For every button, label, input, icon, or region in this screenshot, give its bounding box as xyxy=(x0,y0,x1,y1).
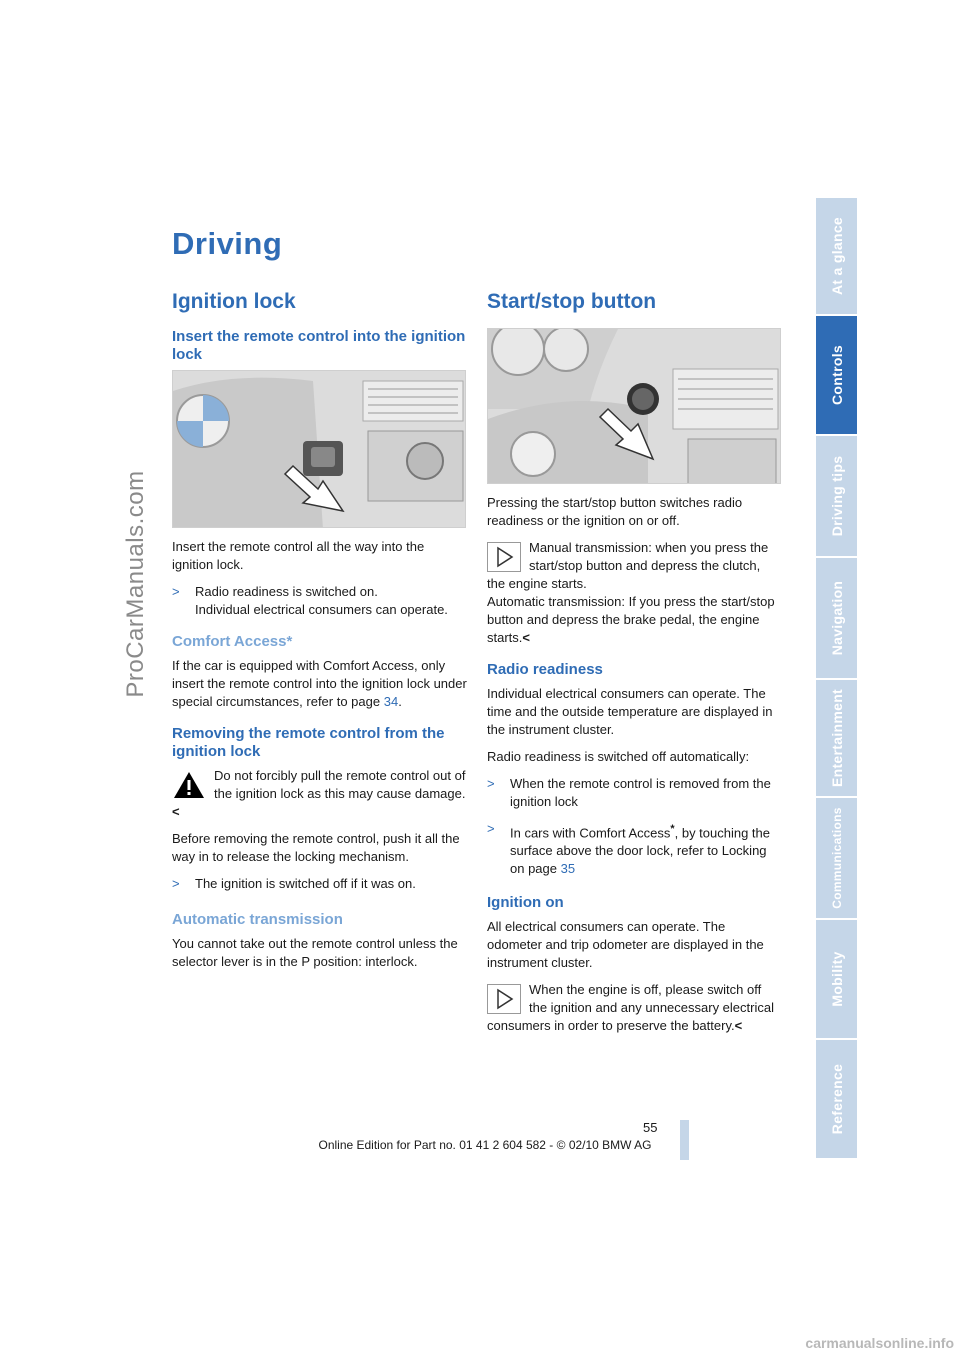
tab-label: Reference xyxy=(828,1063,845,1135)
bullet-text: Individual electrical consumers can operate. xyxy=(195,602,448,617)
start-stop-photo xyxy=(487,328,781,484)
tab-mobility[interactable] xyxy=(816,920,857,1040)
note-text: When the engine is off, please switch off the ignition and any unnecessary electrical consumers in order to preserve the battery. xyxy=(487,982,774,1034)
end-mark: < xyxy=(734,1018,743,1034)
section-tabs xyxy=(816,198,857,1160)
left-column xyxy=(172,290,468,980)
play-arrow-icon xyxy=(487,984,521,1014)
bullet-text: , by touching the surface above the door lock, refer to Locking on page xyxy=(510,825,771,877)
paragraph: All electrical consumers can operate. The odometer and trip odometer are displayed in the instrument cluster. xyxy=(487,919,764,971)
bullet-text: When the remote control is removed from the ignition lock xyxy=(510,776,771,809)
tab-label: Controls xyxy=(828,345,845,405)
subheading-insert-remote: Insert the remote control into the ignition lock xyxy=(172,328,466,363)
tab-label: Mobility xyxy=(828,951,845,1007)
tab-at-a-glance[interactable] xyxy=(816,198,857,316)
note-text: Automatic transmission: If you press the start/stop button and depress the brake pedal, the engine starts. xyxy=(487,594,775,645)
info-note xyxy=(487,981,781,1035)
paragraph: Pressing the start/stop button switches radio readiness or the ignition on or off. xyxy=(487,495,743,528)
asterisk: * xyxy=(670,823,675,835)
page-link-34[interactable]: 34 xyxy=(383,694,399,709)
footer-bar xyxy=(680,1120,689,1160)
play-arrow-icon xyxy=(487,542,521,572)
tab-label: Navigation xyxy=(828,580,845,656)
section-heading-ignition-lock: Ignition lock xyxy=(172,290,296,313)
section-heading-start-stop: Start/stop button xyxy=(487,290,657,313)
right-column xyxy=(487,290,781,1044)
list-item xyxy=(172,875,468,893)
list-item xyxy=(487,820,781,878)
warning-text: Do not forcibly pull the remote control out of the ignition lock as this may cause damage. xyxy=(214,768,466,801)
paragraph: Radio readiness is switched off automatically: xyxy=(487,749,750,764)
warning-note xyxy=(172,767,468,821)
page-number: 55 xyxy=(643,1120,658,1135)
subheading-removing-remote: Removing the remote control from the ignition lock xyxy=(172,725,445,760)
paragraph: Individual electrical consumers can operate. The time and the outside temperature are displayed in the instrument cluster. xyxy=(487,686,773,737)
end-mark: < xyxy=(522,630,530,645)
list-item xyxy=(487,775,781,811)
subheading-comfort-access: Comfort Access* xyxy=(172,633,293,650)
info-note xyxy=(487,539,781,647)
text: . xyxy=(398,694,402,709)
site-watermark: carmanualsonline.info xyxy=(805,1335,954,1351)
tab-label: At a glance xyxy=(828,217,845,295)
paragraph xyxy=(172,657,468,711)
tab-label: Entertainment xyxy=(828,688,845,788)
bullet-marker: > xyxy=(172,876,180,891)
bullet-text: The ignition is switched off if it was on. xyxy=(195,876,416,891)
ignition-lock-photo xyxy=(172,370,466,528)
bullet-text: Radio readiness is switched on. xyxy=(195,584,378,599)
page-link-35[interactable]: 35 xyxy=(560,861,576,877)
watermark xyxy=(118,470,158,698)
paragraph: Insert the remote control all the way into the ignition lock. xyxy=(172,539,425,572)
paragraph: Before removing the remote control, push it all the way in to release the locking mechanism. xyxy=(172,831,460,864)
tab-navigation[interactable] xyxy=(816,558,857,680)
end-mark: < xyxy=(172,804,180,819)
bullet-marker: > xyxy=(487,776,495,791)
paragraph: You cannot take out the remote control unless the selector lever is in the P position: interlock. xyxy=(172,936,458,969)
watermark-text: ProCarManuals.com xyxy=(122,470,149,698)
subheading-automatic-transmission: Automatic transmission xyxy=(172,911,343,928)
footer-text: Online Edition for Part no. 01 41 2 604 582 - © 02/10 BMW AG xyxy=(318,1138,652,1152)
list-item xyxy=(172,583,468,619)
bullet-marker: > xyxy=(172,584,180,599)
bullet-text: In cars with Comfort Access xyxy=(510,825,671,841)
page-title: Driving xyxy=(172,226,283,261)
tab-label: Communications xyxy=(829,807,844,909)
subheading-radio-readiness: Radio readiness xyxy=(487,661,603,678)
tab-entertainment[interactable] xyxy=(816,680,857,798)
tab-communications[interactable] xyxy=(816,798,857,920)
tab-reference[interactable] xyxy=(816,1040,857,1160)
tab-controls[interactable] xyxy=(816,316,857,436)
tab-label: Driving tips xyxy=(828,455,845,537)
text: If the car is equipped with Comfort Access, only insert the remote control into the ignition lock under special circumstances, refer to page xyxy=(172,658,467,709)
subheading-ignition-on: Ignition on xyxy=(487,894,564,912)
bullet-marker: > xyxy=(487,821,495,836)
tab-driving-tips[interactable] xyxy=(816,436,857,558)
note-text: Manual transmission: when you press the start/stop button and depress the clutch, the engine starts. xyxy=(487,540,769,591)
warning-icon xyxy=(172,770,206,800)
